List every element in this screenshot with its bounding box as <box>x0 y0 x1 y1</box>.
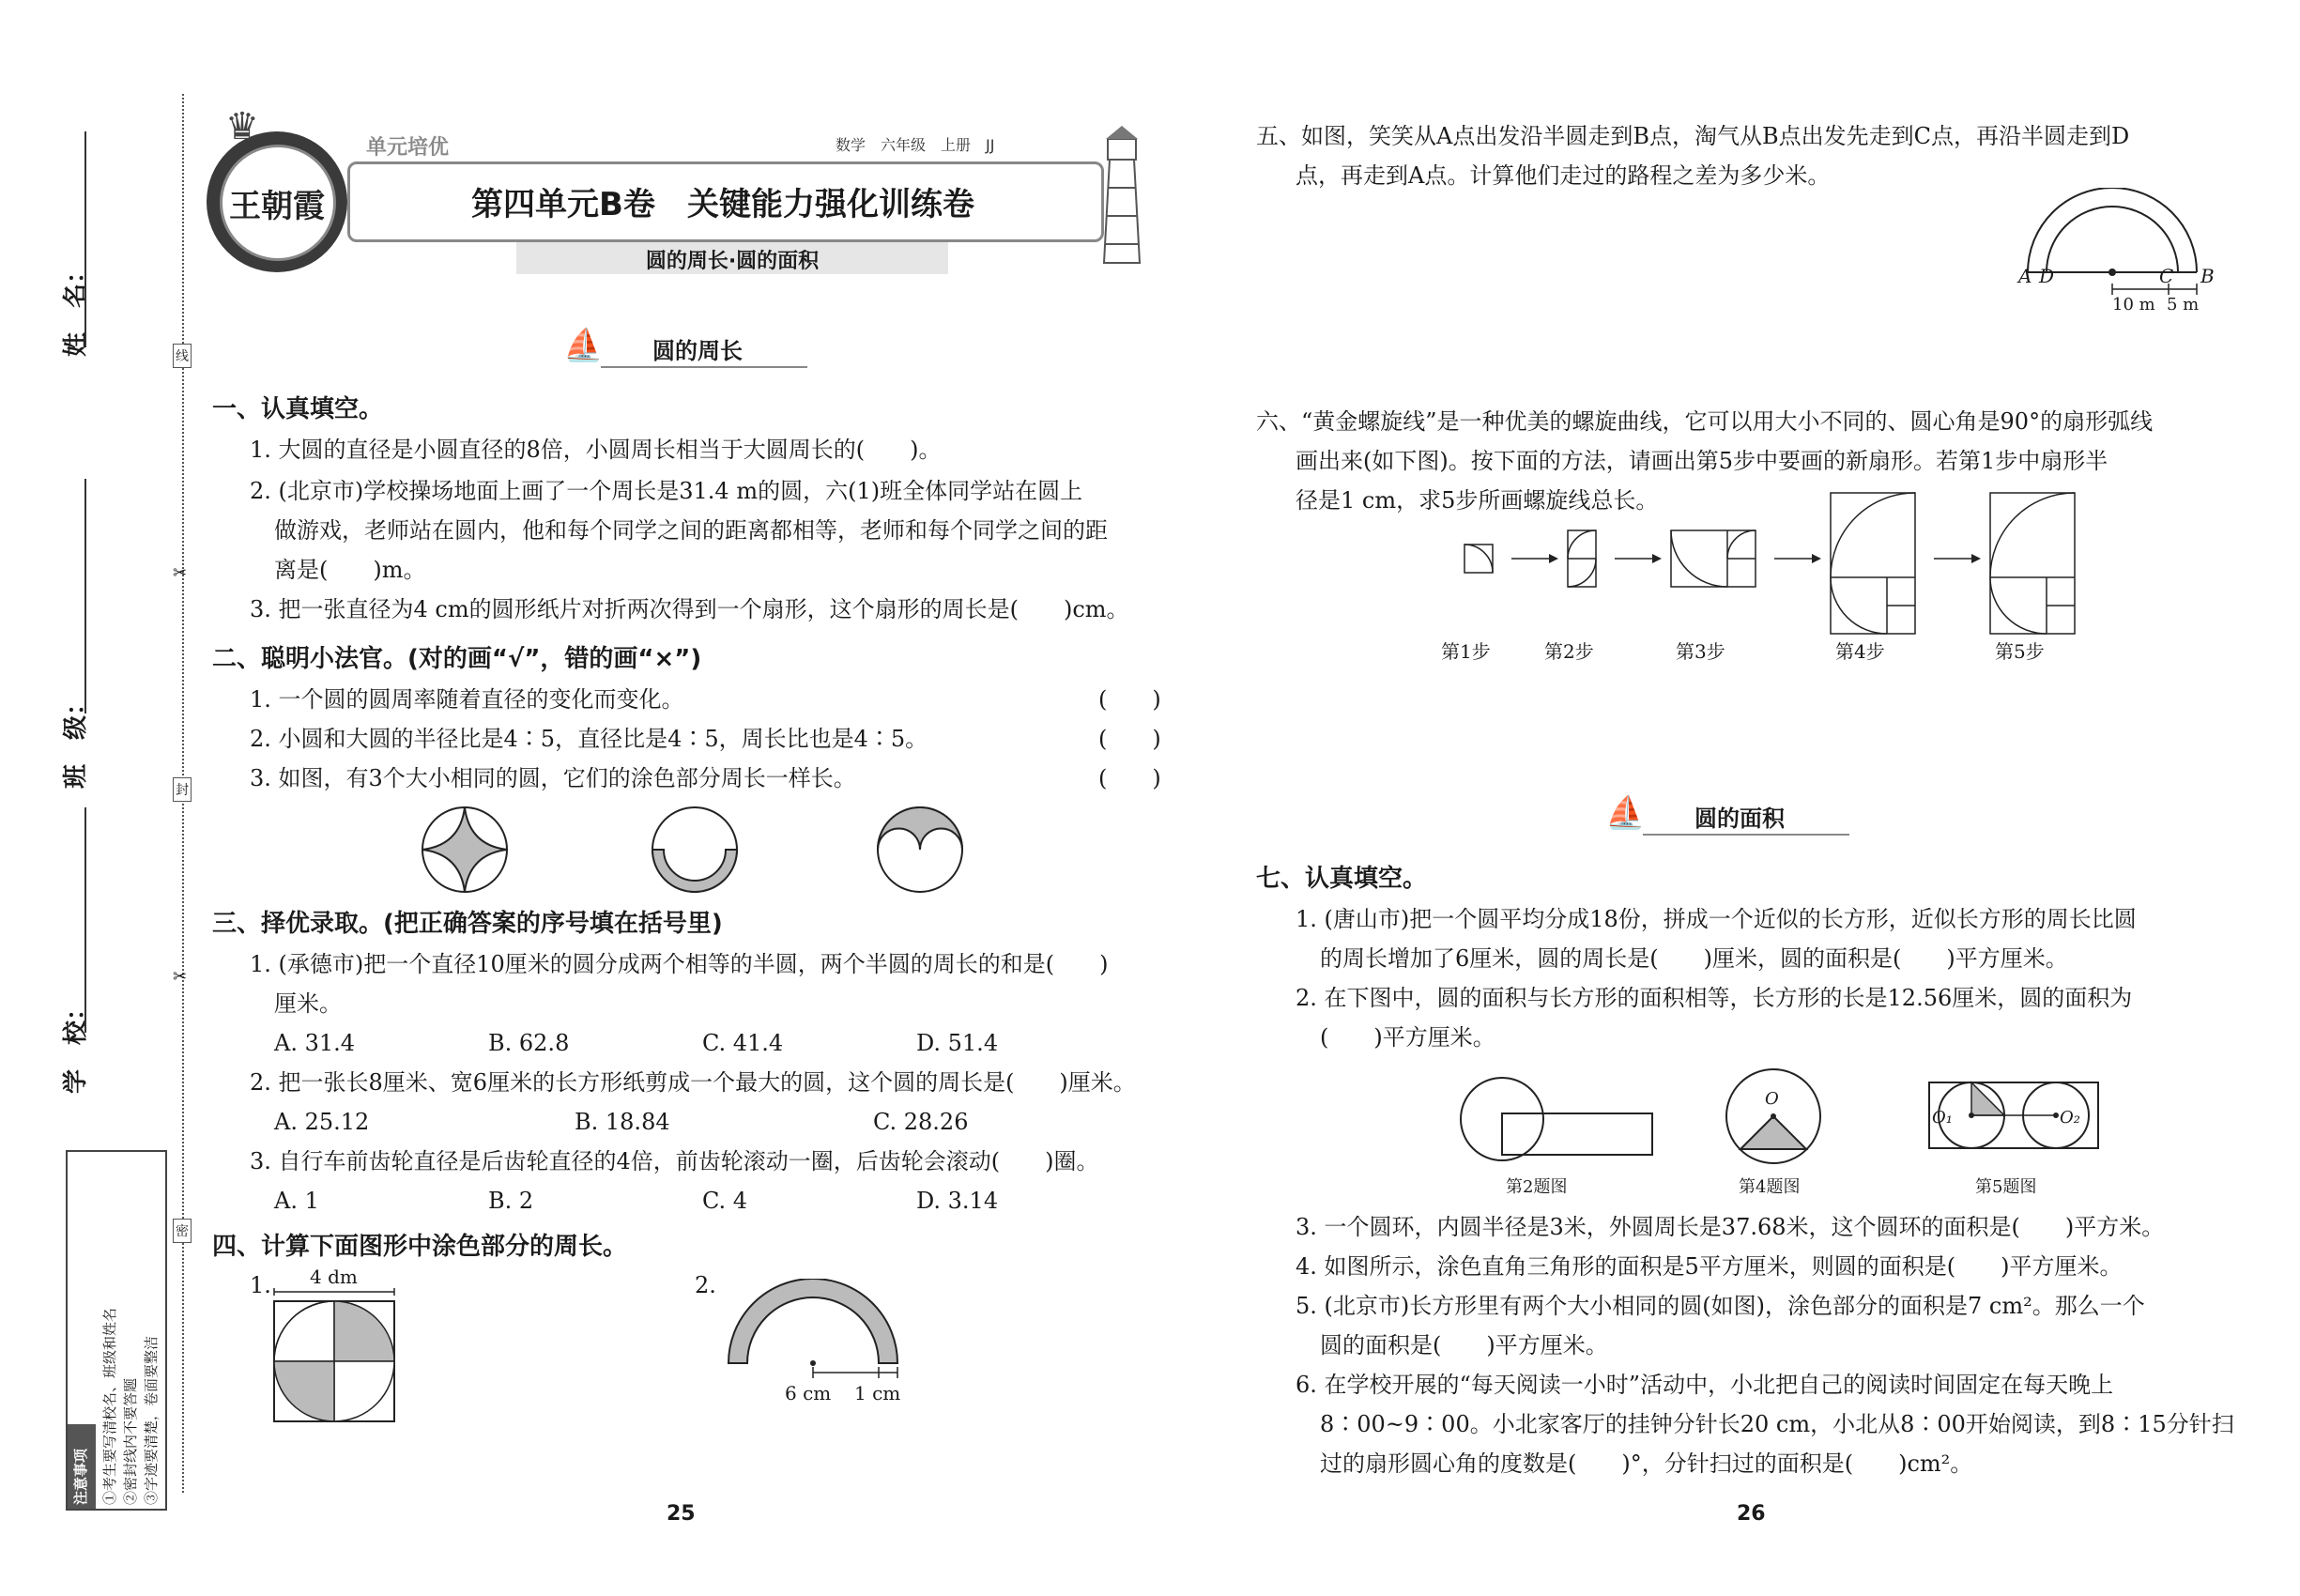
circle-star-shape <box>422 807 507 892</box>
point-label: C <box>2159 265 2174 287</box>
question: 1. 大圆的直径是小圆直径的8倍，小圆周长相当于大圆周长的( )。 <box>250 437 942 463</box>
brand-name: 王朝霞 <box>229 188 325 225</box>
question: 2. (北京市)学校操场地面上画了一个周长是31.4 m的圆，六(1)班全体同学站在圆上 <box>250 478 1083 504</box>
school-label: 学 校： <box>62 995 90 1094</box>
question: 4. 如图所示，涂色直角三角形的面积是5平方厘米，则圆的面积是( )平方厘米。 <box>1296 1253 2123 1280</box>
figure-number: 1. <box>250 1272 271 1298</box>
part-heading: 二、聪明小法官。(对的画“√”，错的画“×”) <box>212 645 702 673</box>
question: 1. (承德市)把一个直径10厘米的圆分成两个相等的半圆，两个半圆的周长的和是( ) <box>250 951 1109 977</box>
series-label: 单元培优 <box>366 136 450 160</box>
question: 过的扇形圆心角的度数是( )°，分针扫过的面积是( )cm²。 <box>1320 1450 1973 1477</box>
spiral-step-1 <box>1464 545 1493 573</box>
scissor-icon: ✂ <box>173 967 188 987</box>
question: 1. (唐山市)把一个圆平均分成18份，拼成一个近似的长方形，近似长方形的周长比圆 <box>1296 906 2137 932</box>
spiral-step-4 <box>1831 493 1915 634</box>
answer-bracket[interactable]: ( ) <box>1098 726 1161 752</box>
figure-caption: 第2题图 <box>1506 1177 1568 1197</box>
question: 做游戏，老师站在圆内，他和每个同学之间的距离都相等，老师和每个同学之间的距 <box>274 517 1108 544</box>
notice-item: ①考生要写清校名、班级和姓名 <box>101 1307 118 1505</box>
golden-spiral-steps-figure <box>1446 488 2084 648</box>
question: 五、如图，笑笑从A点出发沿半圆走到B点，淘气从B点出发先走到C点，再沿半圆走到D <box>1256 123 2130 149</box>
seal-mark: 封 <box>173 777 192 802</box>
option[interactable]: B. 18.84 <box>575 1109 670 1135</box>
question: 2. 小圆和大圆的半径比是4∶5，直径比是4∶5，周长比也是4∶5。 <box>250 726 928 752</box>
lighthouse-icon <box>1089 122 1155 272</box>
figure-caption: 第4题图 <box>1739 1177 1801 1197</box>
section-title: 圆的周长 <box>652 338 743 364</box>
question: 3. 如图，有3个大小相同的圆，它们的涂色部分周长一样长。 <box>250 765 856 791</box>
step-label: 第3步 <box>1676 640 1725 663</box>
option[interactable]: A. 31.4 <box>274 1030 356 1056</box>
name-line[interactable] <box>84 131 86 347</box>
step-label: 第1步 <box>1441 640 1491 663</box>
point-label: O₂ <box>2060 1108 2080 1128</box>
point-label: D <box>2039 265 2055 287</box>
answer-bracket[interactable]: ( ) <box>1098 686 1161 713</box>
option[interactable]: C. 28.26 <box>873 1109 969 1135</box>
point-label: A <box>2018 265 2032 287</box>
part-heading: 四、计算下面图形中涂色部分的周长。 <box>212 1233 628 1261</box>
section-title: 圆的面积 <box>1694 806 1785 832</box>
scissor-icon: ✂ <box>173 563 188 583</box>
page-subtitle: 圆的周长·圆的面积 <box>645 250 820 273</box>
question: 1. 一个圆的圆周率随着直径的变化而变化。 <box>250 686 684 713</box>
question: 3. 一个圆环，内圆半径是3米，外圆周长是37.68米，这个圆环的面积是( )平方米。 <box>1296 1214 2165 1240</box>
binding-margin <box>56 94 197 1505</box>
seal-mark: 线 <box>173 344 192 368</box>
semicircle-band-figure <box>719 1279 907 1382</box>
class-label: 班 级： <box>62 690 90 789</box>
circle-rectangle-figure <box>1455 1072 1662 1166</box>
dimension-label: 6 cm <box>785 1382 832 1404</box>
question: 点，再走到A点。计算他们走过的路程之差为多少米。 <box>1296 162 1831 189</box>
option[interactable]: B. 2 <box>488 1188 534 1214</box>
header-banner <box>207 105 1183 291</box>
question: 2. 把一张长8厘米、宽6厘米的长方形纸剪成一个最大的圆，这个圆的周长是( )厘米。 <box>250 1069 1136 1096</box>
sailboat-icon: ⛵ <box>563 327 604 364</box>
notice-item: ③字迹要清楚，卷面要整洁 <box>143 1335 160 1505</box>
circle-arcs-shape <box>878 807 962 892</box>
dimension-label: 10 m <box>2112 295 2155 315</box>
option[interactable]: D. 51.4 <box>916 1030 999 1056</box>
notice-box <box>66 1150 167 1511</box>
question: 5. (北京市)长方形里有两个大小相同的圆(如图)，涂色部分的面积是7 cm²。那么一个 <box>1296 1293 2145 1319</box>
question: 8∶00~9∶00。小北家客厅的挂钟分针长20 cm，小北从8∶00开始阅读，到8∶15分针扫 <box>1320 1411 2234 1437</box>
circle-band-shape <box>652 807 737 892</box>
step-label: 第5步 <box>1995 640 2045 663</box>
figure-caption: 第5题图 <box>1975 1177 2037 1197</box>
name-label: 姓 名： <box>62 258 90 357</box>
step-label: 第4步 <box>1835 640 1885 663</box>
pinwheel-square-figure <box>268 1286 400 1427</box>
part-heading: 七、认真填空。 <box>1256 865 1428 893</box>
spiral-step-3 <box>1671 530 1756 587</box>
question: ( )平方厘米。 <box>1320 1024 1495 1051</box>
step-label: 第2步 <box>1544 640 1594 663</box>
three-circles-figure <box>413 798 976 901</box>
section-banner-left <box>563 319 817 376</box>
page-number-left: 25 <box>667 1502 696 1526</box>
course-label: 数学 六年级 上册 JJ <box>836 136 995 154</box>
part-heading: 一、认真填空。 <box>212 395 384 423</box>
answer-bracket[interactable]: ( ) <box>1098 765 1161 791</box>
option[interactable]: C. 4 <box>702 1188 748 1214</box>
option[interactable]: D. 3.14 <box>916 1188 999 1214</box>
crown-icon: ♛ <box>225 105 259 148</box>
sailboat-icon: ⛵ <box>1605 794 1646 832</box>
question: 6. 在学校开展的“每天阅读一小时”活动中，小北把自己的阅读时间固定在每天晚上 <box>1296 1372 2114 1398</box>
option[interactable]: A. 1 <box>274 1188 319 1214</box>
point-label: O₁ <box>1932 1108 1953 1128</box>
option[interactable]: A. 25.12 <box>274 1109 370 1135</box>
question: 离是( )m。 <box>274 557 426 583</box>
question: 2. 在下图中，圆的面积与长方形的面积相等，长方形的长是12.56厘米，圆的面积为 <box>1296 985 2133 1011</box>
page-title: 第四单元B卷 关键能力强化训练卷 <box>471 186 974 223</box>
class-line[interactable] <box>84 479 86 714</box>
question: 圆的面积是( )平方厘米。 <box>1320 1332 1608 1358</box>
figure-number: 2. <box>695 1272 716 1298</box>
question: 厘米。 <box>274 990 342 1017</box>
circle-triangle-figure <box>1722 1065 1825 1168</box>
school-line[interactable] <box>84 807 86 1033</box>
question: 六、“黄金螺旋线”是一种优美的螺旋曲线，它可以用大小不同的、圆心角是90°的扇形弧线 <box>1256 408 2154 435</box>
question: 的周长增加了6厘米，圆的周长是( )厘米，圆的面积是( )平方厘米。 <box>1320 945 2068 972</box>
option[interactable]: B. 62.8 <box>488 1030 570 1056</box>
spiral-step-2 <box>1568 530 1596 587</box>
question: 径是1 cm，求5步所画螺旋线总长。 <box>1296 487 1659 514</box>
point-label: B <box>2200 265 2215 287</box>
seal-mark: 密 <box>173 1219 192 1243</box>
spiral-step-5 <box>1990 493 2075 634</box>
notice-item: ②密封线内不要答题 <box>122 1377 139 1505</box>
question: 画出来(如下图)。按下面的方法，请画出第5步中要画的新扇形。若第1步中扇形半 <box>1296 448 2108 474</box>
part-heading: 三、择优录取。(把正确答案的序号填在括号里) <box>212 910 723 938</box>
question: 3. 把一张直径为4 cm的圆形纸片对折两次得到一个扇形，这个扇形的周长是( )cm。 <box>250 596 1129 622</box>
question: 3. 自行车前齿轮直径是后齿轮直径的4倍，前齿轮滚动一圈，后齿轮会滚动( )圈。 <box>250 1148 1099 1174</box>
section-banner-right <box>1605 787 1859 843</box>
dimension-label: 1 cm <box>854 1382 901 1404</box>
dimension-label: 4 dm <box>310 1266 358 1288</box>
notice-title: 注意事项 <box>72 1448 89 1505</box>
option[interactable]: C. 41.4 <box>702 1030 784 1056</box>
point-label: O <box>1765 1089 1779 1109</box>
page-number-right: 26 <box>1737 1502 1766 1526</box>
dimension-label: 5 m <box>2167 295 2200 315</box>
brand-logo <box>207 131 347 272</box>
